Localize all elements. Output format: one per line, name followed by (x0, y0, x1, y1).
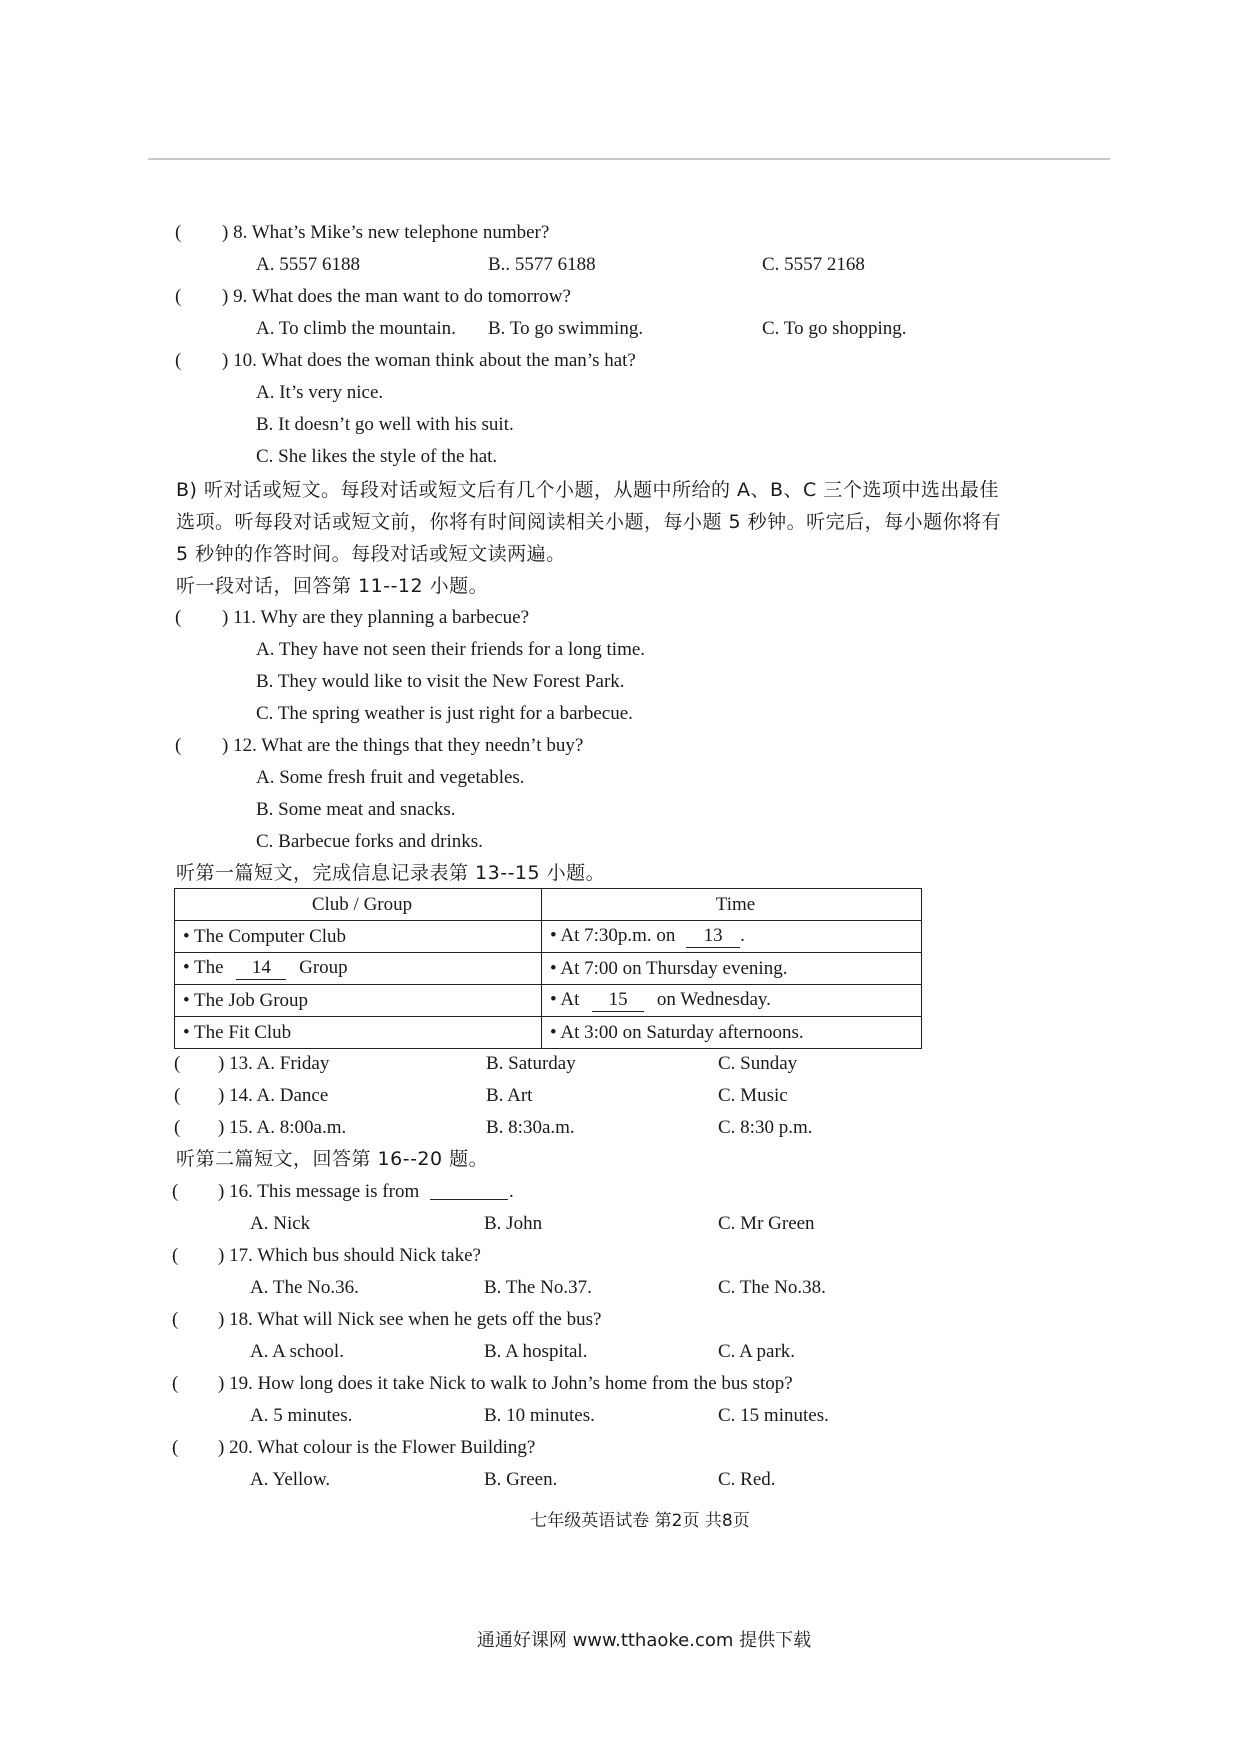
question-8 (0, 218, 1240, 248)
question-text: ) 10. What does the woman think about the man’s hat? (222, 350, 636, 371)
page-footer: 七年级英语试卷 第2页 共8页 (530, 1511, 750, 1531)
table-cell: • The Fit Club (175, 1017, 542, 1049)
table-cell (175, 953, 542, 985)
table-cell: • The Job Group (175, 985, 542, 1017)
answer-paren: ( (175, 222, 182, 243)
table-header-row (175, 889, 922, 921)
option-a: A. To climb the mountain. (256, 318, 456, 339)
question-11-option-b (0, 667, 1240, 697)
cell-text: on Wednesday. (656, 989, 771, 1010)
question-9-options (0, 314, 1240, 344)
option-b: B. A hospital. (484, 1341, 588, 1362)
option-a: A. They have not seen their friends for a long time. (256, 639, 646, 660)
section-b-instructions-line3: 5 秒钟的作答时间。每段对话或短文读两遍。 (176, 543, 566, 565)
question-text: ) 15. A. 8:00a.m. (218, 1117, 347, 1138)
question-12-option-b (0, 795, 1240, 825)
question-16 (0, 1177, 1240, 1207)
question-text: ) 16. This message is from (218, 1181, 420, 1202)
option-c: C. 8:30 p.m. (718, 1117, 813, 1138)
answer-paren: ( (175, 735, 182, 756)
option-c: C. The spring weather is just right for a barbecue. (256, 703, 633, 724)
table-row (175, 921, 922, 953)
question-text: ) 18. What will Nick see when he gets off the bus? (218, 1309, 602, 1330)
option-b: B. Green. (484, 1469, 558, 1490)
option-b: B. To go swimming. (488, 318, 644, 339)
option-b: B. Art (486, 1085, 533, 1106)
info-record-table (174, 888, 922, 1049)
question-text: ) 17. Which bus should Nick take? (218, 1245, 481, 1266)
question-10-option-b (0, 410, 1240, 440)
answer-paren: ( (174, 1117, 181, 1138)
cell-text: • The (183, 957, 224, 978)
answer-paren: ( (174, 1085, 181, 1106)
option-a: A. Some fresh fruit and vegetables. (256, 767, 525, 788)
question-18-options (0, 1337, 1240, 1367)
question-17 (0, 1241, 1240, 1271)
question-17-options (0, 1273, 1240, 1303)
option-c: C. Music (718, 1085, 788, 1106)
answer-blank (430, 1177, 508, 1200)
question-text: ) 20. What colour is the Flower Building? (218, 1437, 536, 1458)
cell-text: . (740, 925, 745, 946)
option-c: C. She likes the style of the hat. (256, 446, 498, 467)
question-10-option-c (0, 442, 1240, 472)
option-a: A. 5 minutes. (250, 1405, 353, 1426)
option-b: B. It doesn’t go well with his suit. (256, 414, 514, 435)
question-12-option-a (0, 763, 1240, 793)
column-header-time: Time (542, 889, 922, 921)
option-c: C. Barbecue forks and drinks. (256, 831, 483, 852)
table-row (175, 953, 922, 985)
question-20 (0, 1433, 1240, 1463)
option-c: C. Mr Green (718, 1213, 815, 1234)
question-text: ) 12. What are the things that they needn’t buy? (222, 735, 584, 756)
question-18 (0, 1305, 1240, 1335)
answer-blank-13: 13 (686, 925, 740, 948)
option-a: A. It’s very nice. (256, 382, 384, 403)
cell-text: • At (550, 989, 580, 1010)
passage2-intro: 听第二篇短文，回答第 16--20 题。 (176, 1148, 489, 1170)
table-cell: • At 3:00 on Saturday afternoons. (542, 1017, 922, 1049)
question-12 (0, 731, 1240, 761)
answer-blank-14: 14 (236, 957, 286, 980)
option-b: B. 8:30a.m. (486, 1117, 575, 1138)
question-text: ) 8. What’s Mike’s new telephone number? (222, 222, 550, 243)
question-13 (0, 1049, 1240, 1079)
question-11 (0, 603, 1240, 633)
dialogue-intro: 听一段对话，回答第 11--12 小题。 (176, 575, 489, 597)
table-cell (542, 985, 922, 1017)
answer-paren: ( (172, 1373, 179, 1394)
header-rule (148, 158, 1110, 160)
passage1-intro: 听第一篇短文，完成信息记录表第 13--15 小题。 (176, 862, 606, 884)
question-text: ) 13. A. Friday (218, 1053, 330, 1074)
question-20-options (0, 1465, 1240, 1495)
answer-paren: ( (172, 1245, 179, 1266)
question-15 (0, 1113, 1240, 1143)
option-a: A. The No.36. (250, 1277, 359, 1298)
question-16-options (0, 1209, 1240, 1239)
question-19 (0, 1369, 1240, 1399)
question-10 (0, 346, 1240, 376)
option-a: A. A school. (250, 1341, 344, 1362)
source-footer: 通通好课网 www.tthaoke.com 提供下载 (476, 1630, 812, 1651)
answer-paren: ( (175, 607, 182, 628)
cell-text: Group (299, 957, 348, 978)
section-b-instructions-line1: B) 听对话或短文。每段对话或短文后有几个小题，从题中所给的 A、B、C 三个选项中选出最佳 (176, 479, 999, 501)
table-cell (542, 921, 922, 953)
question-11-option-a (0, 635, 1240, 665)
table-cell: • The Computer Club (175, 921, 542, 953)
answer-paren: ( (174, 1053, 181, 1074)
answer-paren: ( (175, 350, 182, 371)
option-c: C. Red. (718, 1469, 776, 1490)
option-a: A. 5557 6188 (256, 254, 360, 275)
option-c: C. To go shopping. (762, 318, 907, 339)
question-14 (0, 1081, 1240, 1111)
answer-paren: ( (175, 286, 182, 307)
question-12-option-c (0, 827, 1240, 857)
question-11-option-c (0, 699, 1240, 729)
option-c: C. A park. (718, 1341, 796, 1362)
option-b: B. Some meat and snacks. (256, 799, 456, 820)
question-10-option-a (0, 378, 1240, 408)
option-b: B.. 5577 6188 (488, 254, 596, 275)
question-text: ) 11. Why are they planning a barbecue? (222, 607, 530, 628)
option-c: C. 5557 2168 (762, 254, 865, 275)
question-19-options (0, 1401, 1240, 1431)
option-b: B. 10 minutes. (484, 1405, 595, 1426)
option-b: B. Saturday (486, 1053, 576, 1074)
option-b: B. John (484, 1213, 543, 1234)
column-header-club: Club / Group (175, 889, 542, 921)
answer-paren: ( (172, 1181, 179, 1202)
option-c: C. 15 minutes. (718, 1405, 829, 1426)
table-row (175, 985, 922, 1017)
question-9 (0, 282, 1240, 312)
question-text: ) 14. A. Dance (218, 1085, 329, 1106)
question-text: ) 9. What does the man want to do tomorrow? (222, 286, 571, 307)
option-c: C. Sunday (718, 1053, 798, 1074)
question-text: ) 19. How long does it take Nick to walk to John’s home from the bus stop? (218, 1373, 793, 1394)
option-a: A. Nick (250, 1213, 311, 1234)
answer-paren: ( (172, 1437, 179, 1458)
table-row (175, 1017, 922, 1049)
question-end: . (509, 1181, 514, 1202)
answer-blank-15: 15 (592, 989, 644, 1012)
option-b: B. The No.37. (484, 1277, 592, 1298)
option-c: C. The No.38. (718, 1277, 826, 1298)
cell-text: • At 7:30p.m. on (550, 925, 676, 946)
option-b: B. They would like to visit the New Forest Park. (256, 671, 625, 692)
option-a: A. Yellow. (250, 1469, 331, 1490)
table-cell: • At 7:00 on Thursday evening. (542, 953, 922, 985)
section-b-instructions-line2: 选项。听每段对话或短文前，你将有时间阅读相关小题，每小题 5 秒钟。听完后，每小题你将有 (176, 511, 1002, 533)
answer-paren: ( (172, 1309, 179, 1330)
question-8-options (0, 250, 1240, 280)
